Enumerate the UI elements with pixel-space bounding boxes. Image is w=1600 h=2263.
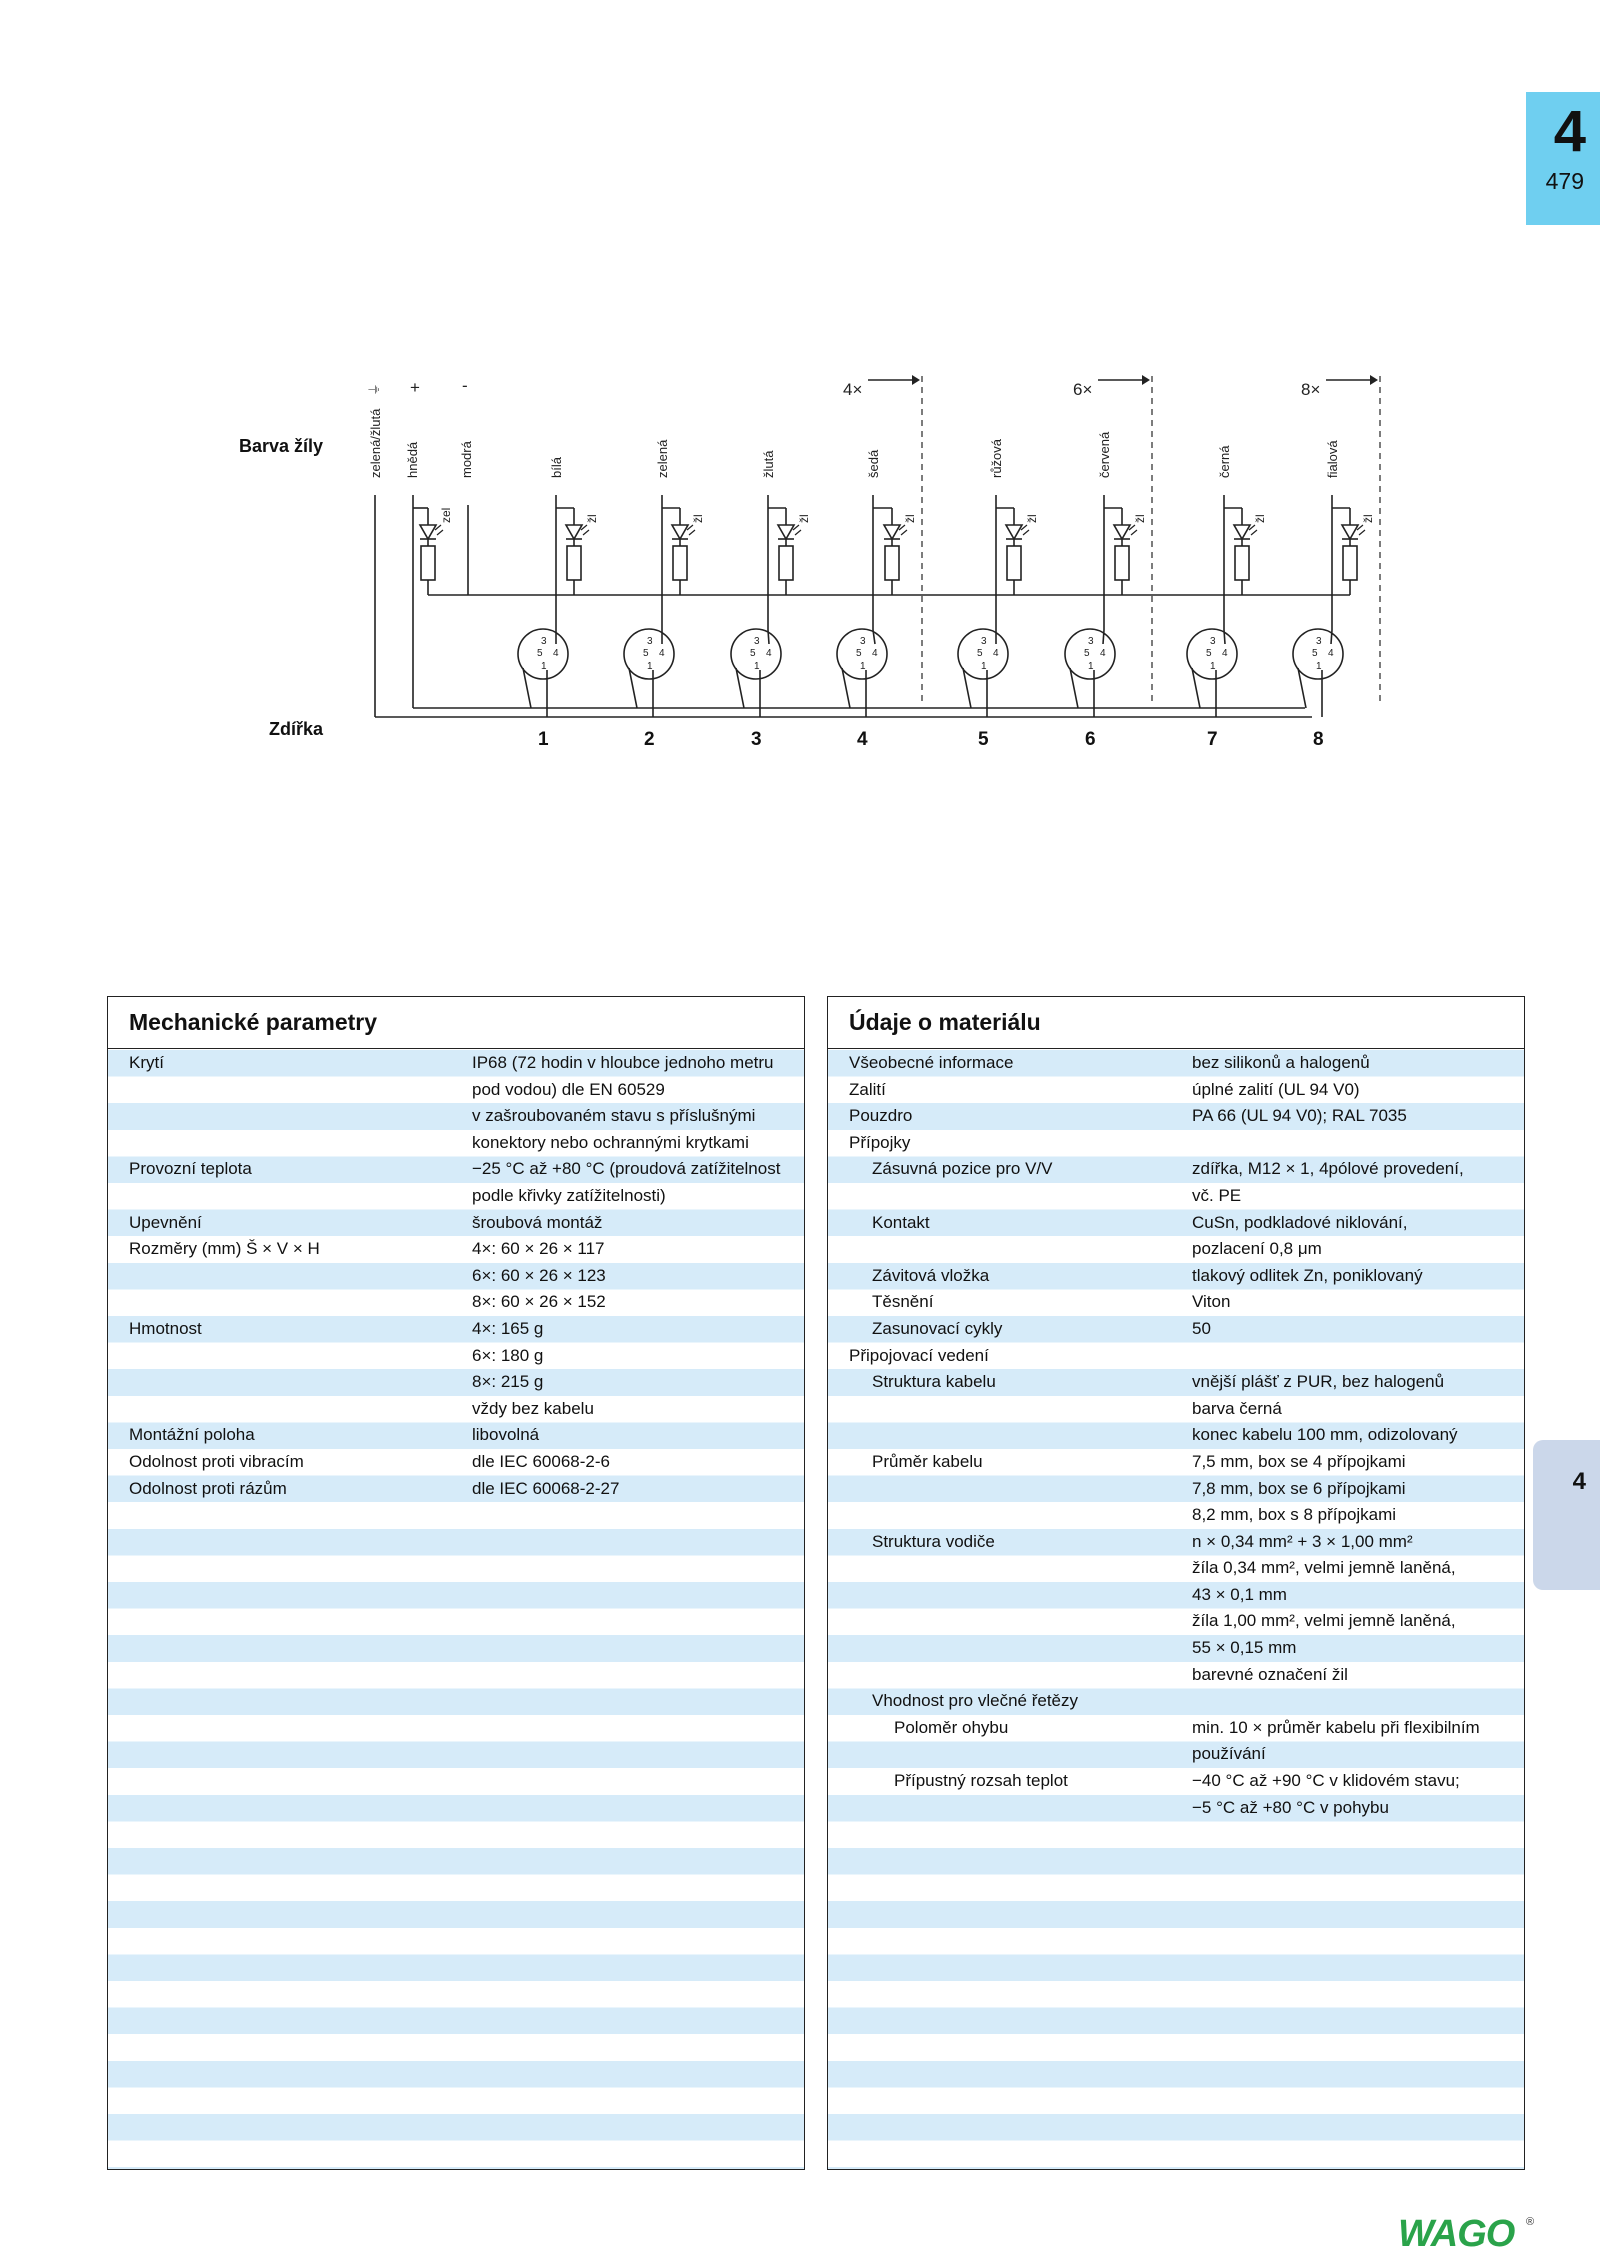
- row-key: Průměr kabelu: [872, 1451, 983, 1471]
- row-value: vždy bez kabelu: [472, 1398, 594, 1418]
- led-icon: [1342, 525, 1358, 539]
- table-row: [828, 1210, 1524, 1237]
- table-row: [108, 1103, 804, 1130]
- resistor: [1343, 546, 1357, 580]
- led-color-label: žl: [691, 514, 705, 523]
- row-key: Zasunovací cykly: [872, 1318, 1003, 1338]
- polarity-plus: +: [410, 378, 420, 397]
- pin-4: 4: [993, 648, 999, 659]
- side-chapter-tab[interactable]: [1533, 1440, 1600, 1590]
- row-value: 7,5 mm, box se 4 přípojkami: [1192, 1451, 1406, 1471]
- pin4-wire: [768, 630, 769, 644]
- table-row: [108, 1343, 804, 1370]
- pin-4: 4: [872, 648, 878, 659]
- table-row: [108, 1449, 804, 1476]
- row-value: pod vodou) dle EN 60529: [472, 1079, 665, 1099]
- variant-label: 4×: [843, 380, 863, 399]
- led-color-label: žl: [797, 514, 811, 523]
- mechanical-title: Mechanické parametry: [108, 997, 804, 1049]
- row-value: vnější plášť z PUR, bez halogenů: [1192, 1372, 1445, 1392]
- pin-4: 4: [1222, 648, 1228, 659]
- row-key: Montážní poloha: [129, 1425, 255, 1445]
- core-color-4: zelená: [655, 439, 670, 478]
- table-row: [828, 1555, 1524, 1582]
- pin-1: 1: [1088, 661, 1094, 672]
- row-value: 8×: 215 g: [472, 1372, 544, 1392]
- socket-number: 1: [538, 729, 549, 750]
- material-table: [828, 1050, 1524, 1821]
- row-value: barevné označení žil: [1192, 1664, 1348, 1684]
- variant-label: 8×: [1301, 380, 1321, 399]
- core-color-10: fialová: [1325, 440, 1340, 478]
- pin-4: 4: [553, 648, 559, 659]
- core-color-9: černá: [1217, 445, 1232, 478]
- side-tab-label: 4: [1572, 1468, 1586, 1495]
- table-row: [828, 1343, 1524, 1370]
- row-value: 6×: 60 × 26 × 123: [472, 1265, 606, 1285]
- pin-1: 1: [860, 661, 866, 672]
- pin-1: 1: [1210, 661, 1216, 672]
- pin4-wire: [1224, 630, 1225, 644]
- table-row: [828, 1183, 1524, 1210]
- table-row: [108, 1369, 804, 1396]
- row-key: Přípojky: [849, 1132, 911, 1152]
- row-value: CuSn, podkladové niklování,: [1192, 1212, 1408, 1232]
- led-rays: [435, 525, 443, 535]
- page-number: 479: [1545, 168, 1584, 194]
- table-row: [828, 1715, 1524, 1742]
- led-color-label: žl: [1025, 514, 1039, 523]
- table-row: [828, 1608, 1524, 1635]
- table-row: [828, 1635, 1524, 1662]
- pin4-wire: [1331, 630, 1332, 644]
- row-value: dle IEC 60068-2-6: [472, 1451, 610, 1471]
- row-value: žíla 1,00 mm², velmi jemně laněná,: [1192, 1611, 1456, 1631]
- led-color-label: žl: [1253, 514, 1267, 523]
- table-row: [108, 1077, 804, 1104]
- row-key: Těsnění: [872, 1292, 934, 1312]
- pin-3: 3: [647, 636, 653, 647]
- table-row: [828, 1795, 1524, 1822]
- mechanical-parameters-panel: [107, 996, 805, 2170]
- resistor: [567, 546, 581, 580]
- led-color-label: žl: [903, 514, 917, 523]
- pin-3: 3: [1316, 636, 1322, 647]
- table-row: [108, 1236, 804, 1263]
- pin-5: 5: [537, 648, 543, 659]
- core-color-label: Barva žíly: [239, 436, 324, 456]
- pin-4: 4: [1328, 648, 1334, 659]
- led-icon: [1006, 525, 1022, 539]
- socket-number: 8: [1313, 729, 1324, 750]
- table-row: [828, 1156, 1524, 1183]
- table-row: [108, 1263, 804, 1290]
- row-value: používání: [1192, 1744, 1266, 1764]
- row-key: Vhodnost pro vlečné řetězy: [872, 1691, 1079, 1711]
- led-rays: [1357, 525, 1365, 535]
- pin-5: 5: [1312, 648, 1318, 659]
- table-row: [828, 1476, 1524, 1503]
- table-row: [828, 1316, 1524, 1343]
- pin-5: 5: [643, 648, 649, 659]
- table-row: [828, 1688, 1524, 1715]
- table-row: [108, 1316, 804, 1343]
- earth-icon: ⏚: [367, 382, 382, 396]
- table-row: [828, 1741, 1524, 1768]
- led-rays: [793, 525, 801, 535]
- row-value: 4×: 165 g: [472, 1318, 544, 1338]
- socket-label: Zdířka: [269, 719, 324, 739]
- led-color-label: zel: [439, 507, 453, 523]
- socket-number: 7: [1207, 729, 1218, 750]
- core-color-7: růžová: [989, 438, 1004, 478]
- row-key: Zalití: [849, 1079, 886, 1099]
- row-value: úplné zalití (UL 94 V0): [1192, 1079, 1360, 1099]
- pin-3: 3: [981, 636, 987, 647]
- table-row: [828, 1449, 1524, 1476]
- pin-5: 5: [1206, 648, 1212, 659]
- led-icon: [884, 525, 900, 539]
- core-color-8: červená: [1097, 431, 1112, 478]
- table-row: [828, 1396, 1524, 1423]
- row-value: zdířka, M12 × 1, 4pólové provedení,: [1192, 1159, 1464, 1179]
- row-key: Odolnost proti rázům: [129, 1478, 287, 1498]
- table-row: [108, 1396, 804, 1423]
- pin-5: 5: [977, 648, 983, 659]
- row-value: 50: [1192, 1318, 1211, 1338]
- pin-1: 1: [981, 661, 987, 672]
- row-key: Všeobecné informace: [849, 1053, 1014, 1072]
- variant-arrow-head: [1370, 375, 1378, 385]
- registered-mark: ®: [1526, 2216, 1535, 2228]
- table-row: [108, 1422, 804, 1449]
- pin-5: 5: [1084, 648, 1090, 659]
- logo-text: WAGO: [1398, 2213, 1515, 2253]
- polarity-minus: -: [462, 376, 468, 395]
- table-row: [828, 1077, 1524, 1104]
- pin-5: 5: [750, 648, 756, 659]
- led-rays: [1021, 525, 1029, 535]
- material-title: Údaje o materiálu: [828, 997, 1524, 1049]
- row-key: Poloměr ohybu: [894, 1717, 1009, 1737]
- led-icon: [1114, 525, 1130, 539]
- socket-number: 4: [857, 729, 868, 750]
- pin-3: 3: [754, 636, 760, 647]
- row-key: Zásuvná pozice pro V/V: [872, 1159, 1053, 1179]
- row-value: pozlacení 0,8 μm: [1192, 1239, 1322, 1259]
- resistor: [1235, 546, 1249, 580]
- row-value: bez silikonů a halogenů: [1192, 1053, 1370, 1072]
- row-key: Struktura vodiče: [872, 1531, 995, 1551]
- table-row: [828, 1263, 1524, 1290]
- row-value: dle IEC 60068-2-27: [472, 1478, 620, 1498]
- row-value: PA 66 (UL 94 V0); RAL 7035: [1192, 1106, 1407, 1126]
- variant-arrow-head: [1142, 375, 1150, 385]
- row-key: Odolnost proti vibracím: [129, 1451, 304, 1471]
- table-row: [108, 1476, 804, 1503]
- row-value: IP68 (72 hodin v hloubce jednoho metru: [472, 1053, 774, 1072]
- row-key: Krytí: [129, 1053, 164, 1072]
- row-key: Závitová vložka: [872, 1265, 990, 1285]
- chapter-number: 4: [1553, 99, 1586, 164]
- led-rays: [1249, 525, 1257, 535]
- pin-1: 1: [647, 661, 653, 672]
- socket-number: 5: [978, 729, 989, 750]
- pin-3: 3: [541, 636, 547, 647]
- row-value: 8×: 60 × 26 × 152: [472, 1292, 606, 1312]
- core-color-5: žlutá: [761, 450, 776, 478]
- socket-number: 6: [1085, 729, 1096, 750]
- table-row: [828, 1662, 1524, 1689]
- table-row: [108, 1050, 804, 1077]
- pin-1: 1: [1316, 661, 1322, 672]
- pin-3: 3: [1088, 636, 1094, 647]
- led-icon: [672, 525, 688, 539]
- pin-4: 4: [766, 648, 772, 659]
- table-row: [828, 1103, 1524, 1130]
- row-value: konektory nebo ochrannými krytkami: [472, 1132, 749, 1152]
- led-color-label: žl: [1361, 514, 1375, 523]
- table-row: [828, 1289, 1524, 1316]
- core-color-0: zelená/žlutá: [368, 408, 383, 478]
- row-key: Připojovací vedení: [849, 1345, 989, 1365]
- table-row: [828, 1502, 1524, 1529]
- row-value: −5 °C až +80 °C v pohybu: [1192, 1797, 1389, 1817]
- pin-5: 5: [856, 648, 862, 659]
- resistor: [421, 546, 435, 580]
- socket-number: 3: [751, 729, 762, 750]
- wago-logo: [1396, 2213, 1536, 2253]
- row-value: barva černá: [1192, 1398, 1282, 1418]
- resistor: [673, 546, 687, 580]
- led-rays: [581, 525, 589, 535]
- row-value: −25 °C až +80 °C (proudová zatížitelnost: [472, 1159, 781, 1179]
- row-value: 7,8 mm, box se 6 přípojkami: [1192, 1478, 1406, 1498]
- table-row: [108, 1130, 804, 1157]
- resistor: [1007, 546, 1021, 580]
- table-row: [828, 1529, 1524, 1556]
- row-key: Pouzdro: [849, 1106, 913, 1126]
- table-row: [108, 1289, 804, 1316]
- row-value: 43 × 0,1 mm: [1192, 1584, 1287, 1604]
- wiring-diagram: [0, 0, 1600, 780]
- pin-1: 1: [541, 661, 547, 672]
- row-value: šroubová montáž: [472, 1212, 603, 1232]
- table-row: [108, 1156, 804, 1183]
- led-color-label: žl: [1133, 514, 1147, 523]
- core-color-3: bílá: [549, 457, 564, 478]
- table-row: [828, 1369, 1524, 1396]
- core-color-2: modrá: [459, 441, 474, 478]
- led-icon: [420, 525, 436, 539]
- core-color-1: hnědá: [405, 441, 420, 478]
- resistor: [779, 546, 793, 580]
- mechanical-table: [108, 1050, 804, 1502]
- row-value: tlakový odlitek Zn, poniklovaný: [1192, 1265, 1423, 1285]
- led-icon: [778, 525, 794, 539]
- row-value: v zašroubovaném stavu s příslušnými: [472, 1106, 756, 1126]
- pin-1: 1: [754, 661, 760, 672]
- row-value: konec kabelu 100 mm, odizolovaný: [1192, 1425, 1458, 1445]
- led-rays: [899, 525, 907, 535]
- pin-3: 3: [1210, 636, 1216, 647]
- core-color-6: šedá: [866, 449, 881, 478]
- row-value: podle křivky zatížitelnosti): [472, 1185, 666, 1205]
- pin-4: 4: [659, 648, 665, 659]
- row-value: Viton: [1192, 1292, 1231, 1312]
- pin-3: 3: [860, 636, 866, 647]
- row-key: Hmotnost: [129, 1318, 202, 1338]
- row-key: Struktura kabelu: [872, 1372, 996, 1392]
- table-row: [108, 1183, 804, 1210]
- material-panel: [827, 996, 1525, 2170]
- table-row: [828, 1582, 1524, 1609]
- row-key: Kontakt: [872, 1212, 930, 1232]
- table-row: [828, 1422, 1524, 1449]
- led-icon: [566, 525, 582, 539]
- pin4-wire: [1103, 630, 1104, 644]
- row-key: Provozní teplota: [129, 1159, 252, 1179]
- row-value: vč. PE: [1192, 1185, 1242, 1205]
- row-key: Přípustný rozsah teplot: [894, 1771, 1068, 1791]
- resistor: [885, 546, 899, 580]
- row-value: žíla 0,34 mm², velmi jemně laněná,: [1192, 1558, 1456, 1578]
- table-row: [828, 1130, 1524, 1157]
- led-rays: [687, 525, 695, 535]
- table-row: [108, 1210, 804, 1237]
- socket-number: 2: [644, 729, 655, 750]
- led-icon: [1234, 525, 1250, 539]
- pin-4: 4: [1100, 648, 1106, 659]
- table-row: [828, 1050, 1524, 1077]
- table-row: [828, 1236, 1524, 1263]
- row-value: n × 0,34 mm² + 3 × 1,00 mm²: [1192, 1531, 1413, 1551]
- row-value: 55 × 0,15 mm: [1192, 1638, 1297, 1658]
- led-rays: [1129, 525, 1137, 535]
- row-value: 6×: 180 g: [472, 1345, 544, 1365]
- row-key: Upevnění: [129, 1212, 202, 1232]
- resistor: [1115, 546, 1129, 580]
- variant-label: 6×: [1073, 380, 1093, 399]
- row-value: min. 10 × průměr kabelu při flexibilním: [1192, 1717, 1480, 1737]
- row-value: 8,2 mm, box s 8 přípojkami: [1192, 1505, 1397, 1525]
- row-value: libovolná: [472, 1425, 540, 1445]
- row-value: −40 °C až +90 °C v klidovém stavu;: [1192, 1771, 1460, 1791]
- variant-arrow-head: [912, 375, 920, 385]
- row-value: 4×: 60 × 26 × 117: [472, 1239, 605, 1259]
- row-key: Rozměry (mm) Š × V × H: [129, 1239, 320, 1259]
- led-color-label: žl: [585, 514, 599, 523]
- table-row: [828, 1768, 1524, 1795]
